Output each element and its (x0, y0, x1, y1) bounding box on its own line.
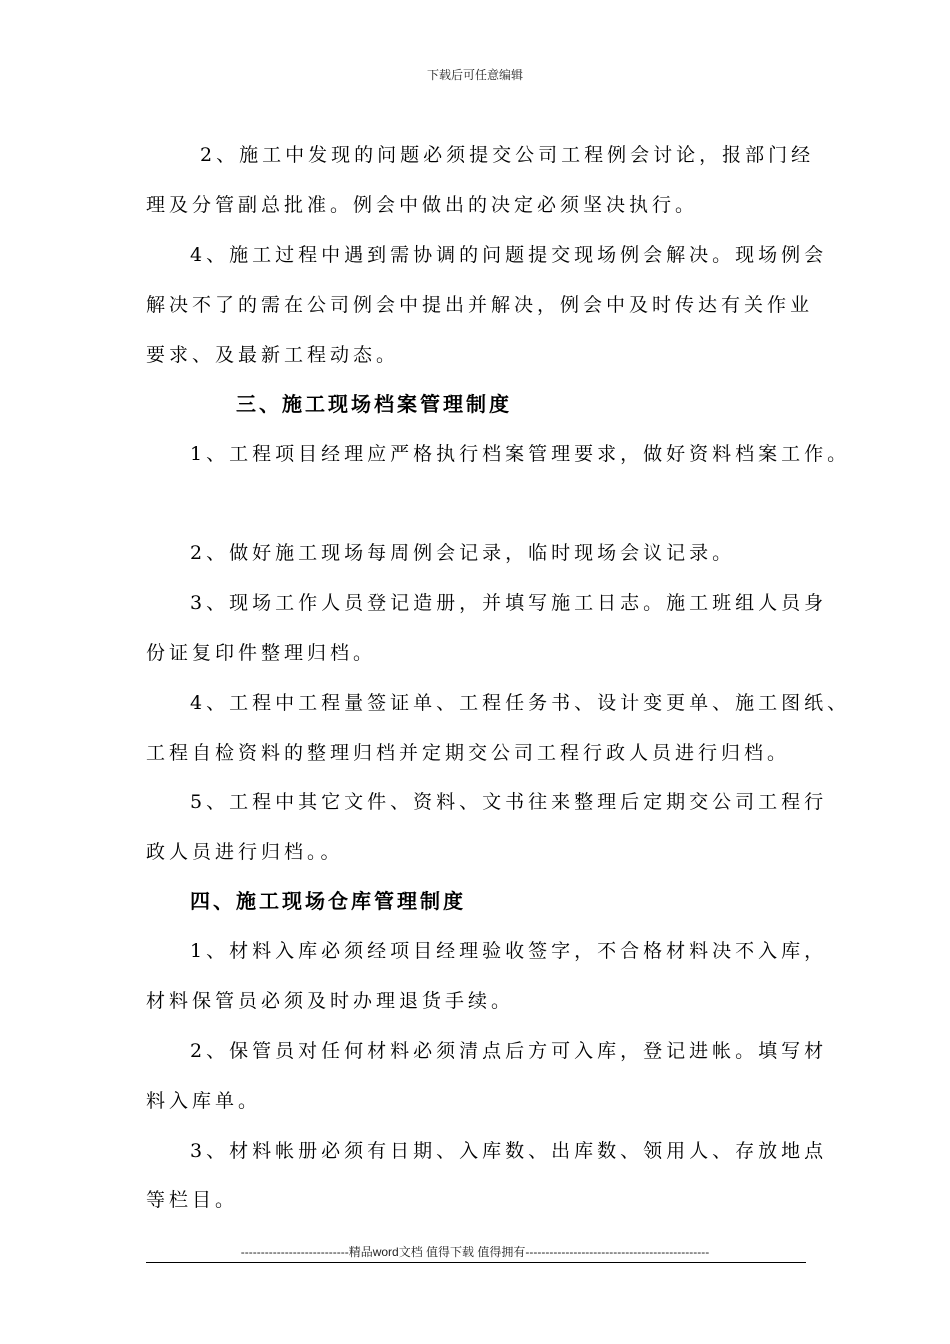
paragraph-line: 4、施工过程中遇到需协调的问题提交现场例会解决。现场例会 (190, 244, 828, 266)
paragraph-line: 理及分管副总批准。例会中做出的决定必须坚决执行。 (146, 194, 699, 216)
paragraph-line: 1、工程项目经理应严格执行档案管理要求，做好资料档案工作。 (190, 443, 851, 465)
paragraph-line: 等栏目。 (146, 1189, 239, 1211)
paragraph-line: 份证复印件整理归档。 (146, 642, 377, 664)
paragraph-line: 材料保管员必须及时办理退货手续。 (146, 990, 515, 1012)
paragraph-line: 政人员进行归档。。 (146, 841, 344, 863)
paragraph-line: 3、现场工作人员登记造册，并填写施工日志。施工班组人员身 (190, 592, 828, 614)
paragraph-line: 3、材料帐册必须有日期、入库数、出库数、领用人、存放地点 (190, 1140, 828, 1162)
paragraph-line: 2、做好施工现场每周例会记录，临时现场会议记录。 (190, 542, 736, 564)
page-footer-text: ---------------------------精品word文档 值得下载 值得拥有---------------------------------------------- (240, 1245, 710, 1259)
paragraph-line: 5、工程中其它文件、资料、文书往来整理后定期交公司工程行 (190, 791, 828, 813)
section-heading-archive: 三、施工现场档案管理制度 (236, 392, 512, 416)
paragraph-line: 2、保管员对任何材料必须清点后方可入库，登记进帐。填写材 (190, 1040, 828, 1062)
paragraph-line: 工程自检资料的整理归档并定期交公司工程行政人员进行归档。 (146, 742, 791, 764)
footer-divider (146, 1262, 806, 1263)
paragraph-line: 解决不了的需在公司例会中提出并解决，例会中及时传达有关作业 (146, 294, 814, 316)
page-header-note: 下载后可任意编辑 (426, 68, 523, 82)
section-heading-warehouse: 四、施工现场仓库管理制度 (190, 889, 466, 913)
paragraph-line: 4、工程中工程量签证单、工程任务书、设计变更单、施工图纸、 (190, 692, 851, 714)
paragraph-line: 1、材料入库必须经项目经理验收签字，不合格材料决不入库， (190, 940, 828, 962)
paragraph-line: 料入库单。 (146, 1090, 262, 1112)
paragraph-line: 要求、及最新工程动态。 (146, 344, 400, 366)
paragraph-line: 2、施工中发现的问题必须提交公司工程例会讨论，报部门经 (200, 144, 815, 166)
